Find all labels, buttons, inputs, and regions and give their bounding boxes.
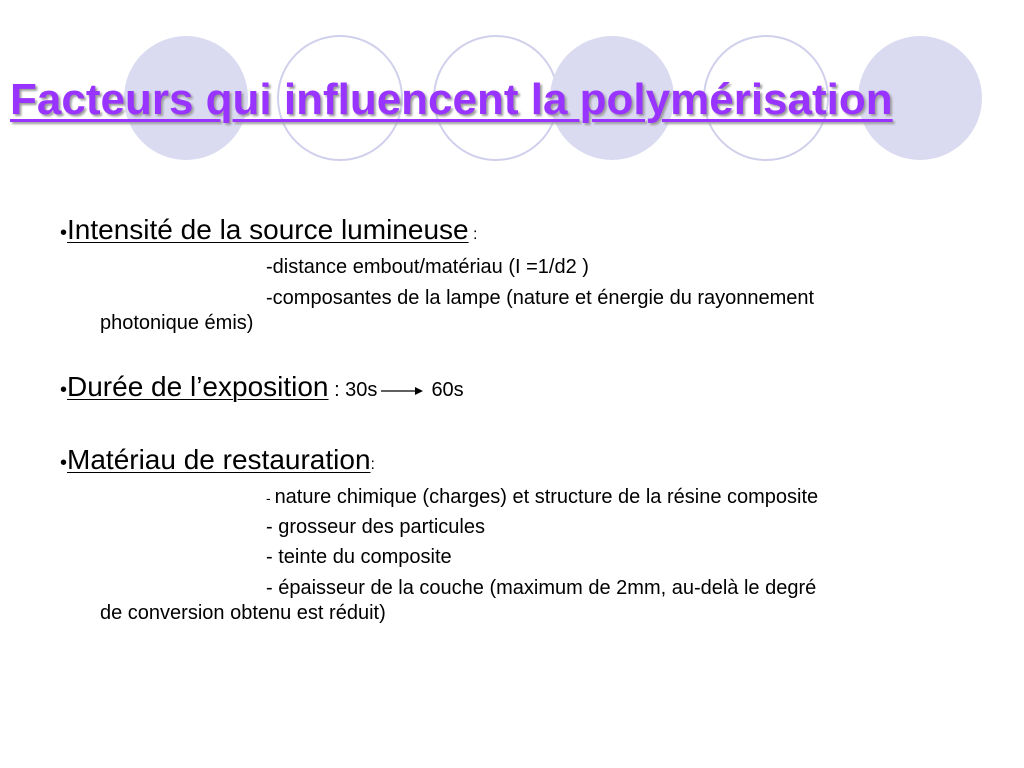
- slide-title: [10, 74, 1020, 126]
- list-item: -distance embout/matériau (I =1/d2 ): [266, 256, 589, 278]
- section-suffix: :: [370, 456, 375, 473]
- list-item-text: nature chimique (charges) et structure de la résine composite: [274, 486, 819, 508]
- section-heading: Matériau de restauration: [67, 444, 371, 475]
- list-item: - teinte du composite: [266, 546, 452, 568]
- section-intensity: [60, 214, 477, 246]
- list-item: -composantes de la lampe (nature et énergie du rayonnement: [266, 287, 815, 309]
- slide-title-text: Facteurs qui influencent la polymérisation: [10, 75, 893, 124]
- list-item: - grosseur des particules: [266, 516, 485, 538]
- section-exposure: [60, 371, 464, 403]
- bullet: •: [60, 452, 68, 474]
- bullet: •: [60, 222, 68, 244]
- list-item: [266, 486, 818, 509]
- arrow-right-icon: [381, 386, 423, 396]
- list-item: photonique émis): [100, 312, 254, 334]
- section-heading: Durée de l’exposition: [67, 371, 329, 402]
- bullet: •: [60, 379, 68, 401]
- section-material: [60, 444, 375, 476]
- section-suffix: : 30s: [328, 379, 378, 401]
- list-item: de conversion obtenu est réduit): [100, 602, 386, 624]
- section-suffix: :: [468, 226, 478, 243]
- list-dash: -: [266, 490, 275, 506]
- section-heading: Intensité de la source lumineuse: [67, 214, 469, 245]
- section-suffix-end: 60s: [431, 379, 464, 401]
- list-item: - épaisseur de la couche (maximum de 2mm, au-delà le degré: [266, 577, 817, 599]
